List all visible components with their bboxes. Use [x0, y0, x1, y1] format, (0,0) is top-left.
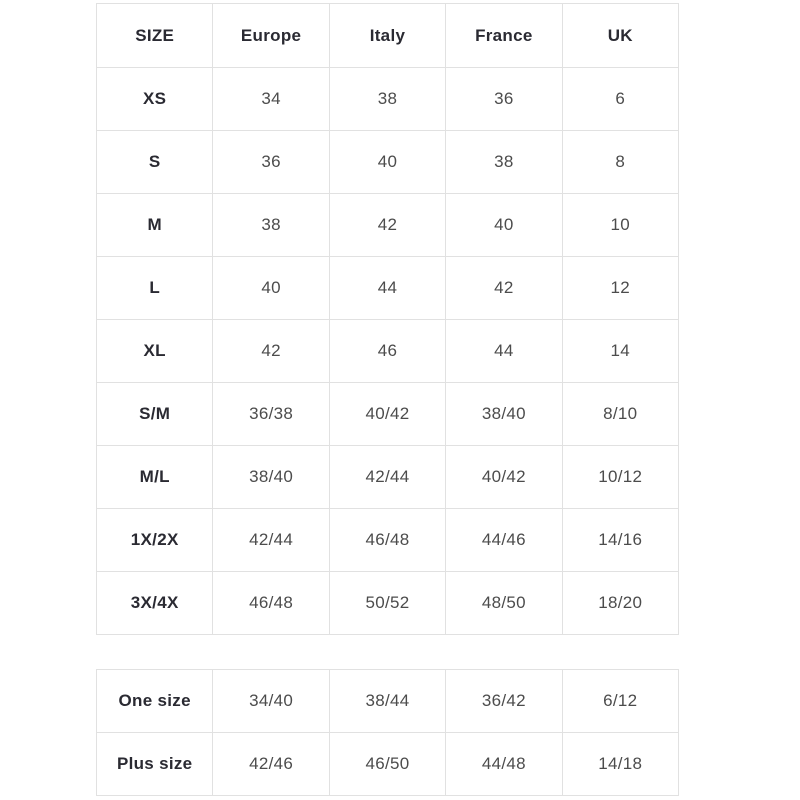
row-label: S/M: [97, 383, 213, 446]
table-row: [97, 383, 679, 446]
table-body: [97, 670, 679, 796]
table-row: [97, 509, 679, 572]
size-value: 42: [446, 257, 562, 320]
header-row: [97, 4, 679, 68]
size-value: 14/18: [562, 733, 678, 796]
row-label: M/L: [97, 446, 213, 509]
table-row: [97, 733, 679, 796]
column-header-uk: UK: [562, 4, 678, 68]
table-row: [97, 194, 679, 257]
size-value: 44: [446, 320, 562, 383]
table-body: [97, 68, 679, 635]
size-value: 36: [213, 131, 329, 194]
row-label: XL: [97, 320, 213, 383]
table-row: [97, 572, 679, 635]
size-value: 40: [329, 131, 445, 194]
row-label: 1X/2X: [97, 509, 213, 572]
size-value: 10: [562, 194, 678, 257]
table-row: [97, 670, 679, 733]
size-value: 8: [562, 131, 678, 194]
size-value: 6: [562, 68, 678, 131]
size-value: 42/44: [213, 509, 329, 572]
size-value: 34/40: [213, 670, 329, 733]
size-value: 44/46: [446, 509, 562, 572]
table-row: [97, 68, 679, 131]
size-value: 42: [329, 194, 445, 257]
size-value: 42/44: [329, 446, 445, 509]
size-value: 14: [562, 320, 678, 383]
row-label: XS: [97, 68, 213, 131]
table-row: [97, 131, 679, 194]
size-value: 8/10: [562, 383, 678, 446]
size-value: 48/50: [446, 572, 562, 635]
table-row: [97, 257, 679, 320]
row-label: M: [97, 194, 213, 257]
size-value: 44/48: [446, 733, 562, 796]
size-conversion-table: [96, 3, 679, 635]
size-value: 46: [329, 320, 445, 383]
size-value: 46/50: [329, 733, 445, 796]
size-value: 44: [329, 257, 445, 320]
size-value: 10/12: [562, 446, 678, 509]
size-value: 46/48: [213, 572, 329, 635]
row-label: 3X/4X: [97, 572, 213, 635]
size-value: 40/42: [329, 383, 445, 446]
table-row: [97, 446, 679, 509]
size-value: 38: [213, 194, 329, 257]
size-value: 50/52: [329, 572, 445, 635]
size-value: 14/16: [562, 509, 678, 572]
size-value: 36: [446, 68, 562, 131]
size-conversion-section: [96, 3, 679, 796]
row-label: Plus size: [97, 733, 213, 796]
column-header-italy: Italy: [329, 4, 445, 68]
size-value: 40: [213, 257, 329, 320]
one-size-plus-size-table: [96, 669, 679, 796]
size-value: 34: [213, 68, 329, 131]
size-value: 42/46: [213, 733, 329, 796]
size-value: 40: [446, 194, 562, 257]
row-label: One size: [97, 670, 213, 733]
row-label: L: [97, 257, 213, 320]
size-value: 18/20: [562, 572, 678, 635]
size-value: 38/44: [329, 670, 445, 733]
size-value: 38/40: [446, 383, 562, 446]
size-value: 38: [329, 68, 445, 131]
size-value: 12: [562, 257, 678, 320]
column-header-france: France: [446, 4, 562, 68]
table-header: [97, 4, 679, 68]
table-row: [97, 320, 679, 383]
size-value: 36/38: [213, 383, 329, 446]
size-value: 6/12: [562, 670, 678, 733]
row-label: S: [97, 131, 213, 194]
size-value: 46/48: [329, 509, 445, 572]
column-header-europe: Europe: [213, 4, 329, 68]
column-header-size: SIZE: [97, 4, 213, 68]
size-value: 36/42: [446, 670, 562, 733]
size-value: 40/42: [446, 446, 562, 509]
size-value: 38/40: [213, 446, 329, 509]
size-value: 42: [213, 320, 329, 383]
size-value: 38: [446, 131, 562, 194]
